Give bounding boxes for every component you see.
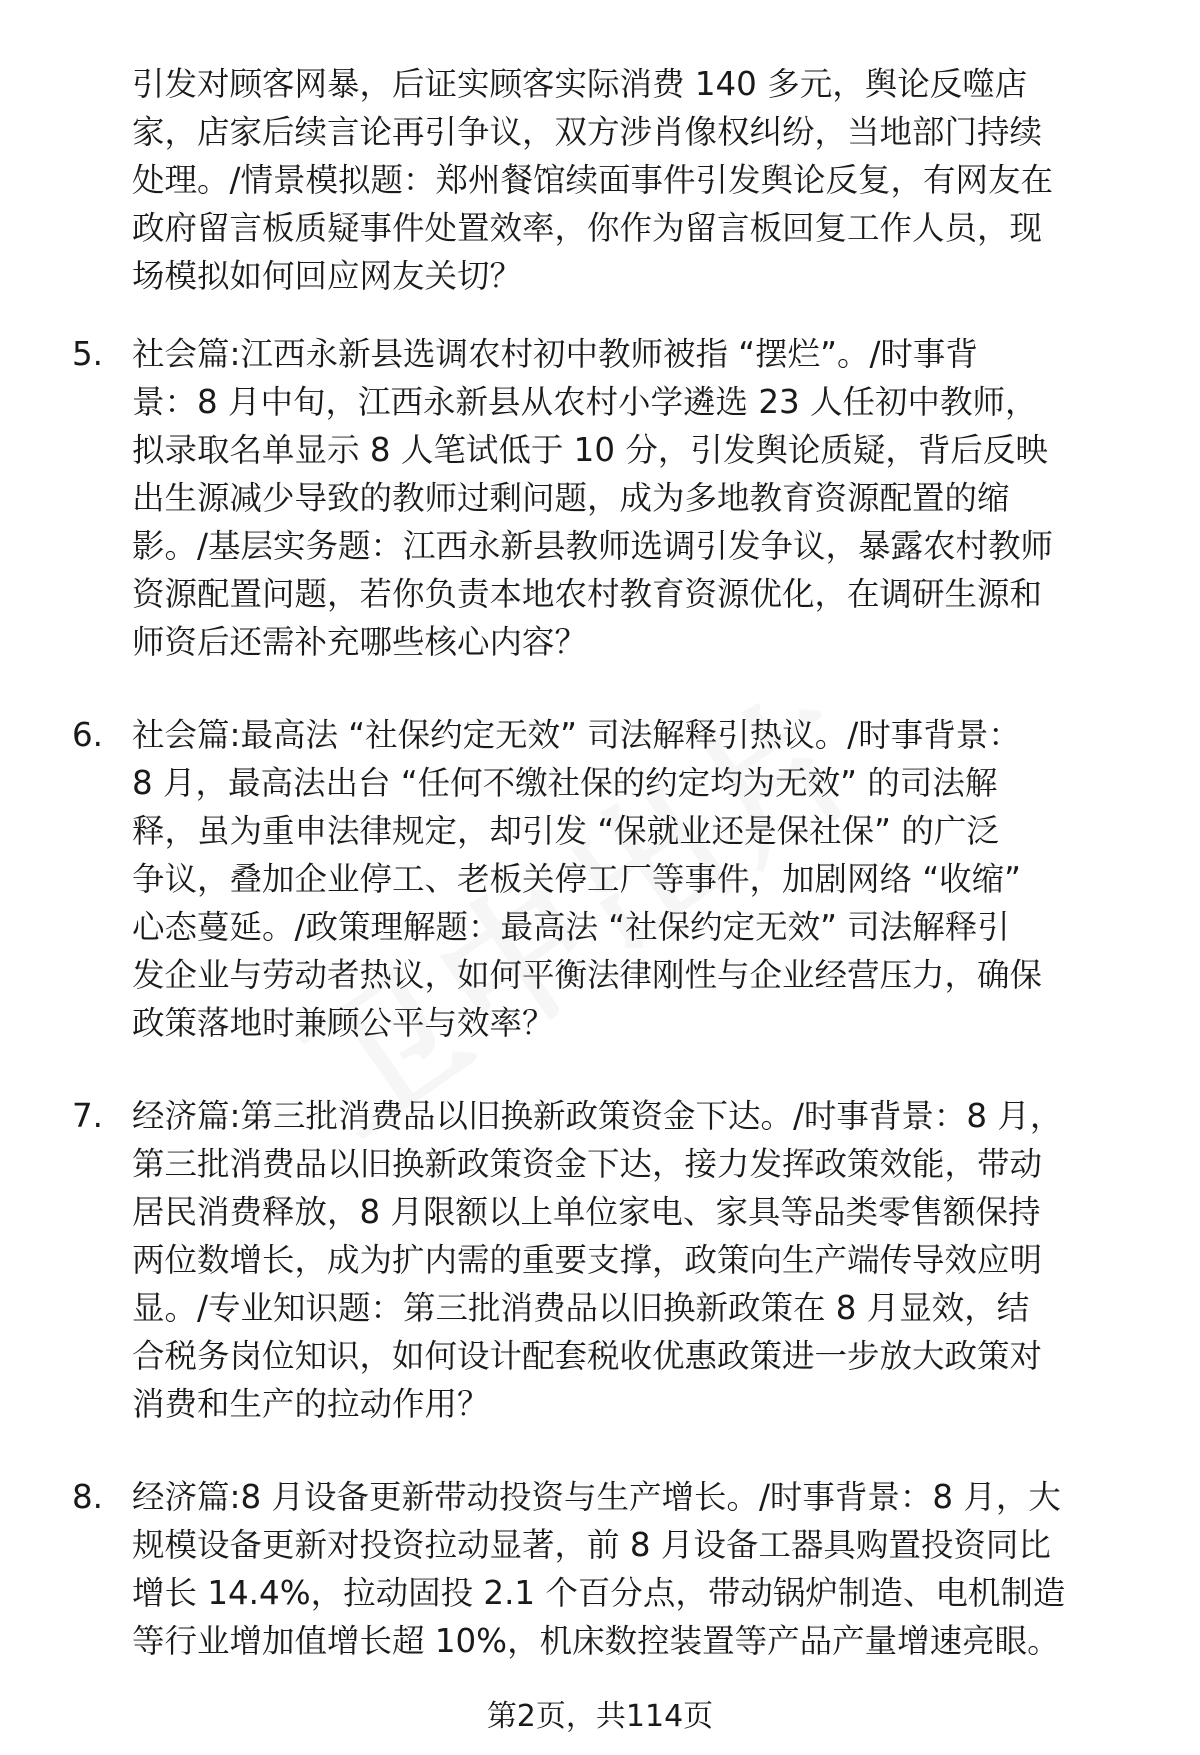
text-line: 资源配置问题，若你负责本地农村教育资源优化，在调研生源和 — [132, 575, 1043, 613]
text-line: 争议，叠加企业停工、老板关停工厂等事件，加剧网络 “收缩” — [132, 860, 1022, 898]
text-line: 影。/基层实务题：江西永新县教师选调引发争议，暴露农村教师 — [132, 527, 1053, 565]
text-line: 显。/专业知识题：第三批消费品以旧换新政策在 8 月显效，结 — [132, 1289, 1030, 1327]
text-line: 经济篇:8 月设备更新带动投资与生产增长。/时事背景：8 月，大 — [132, 1478, 1061, 1516]
text-line: 引发对顾客网暴，后证实顾客实际消费 140 多元，舆论反噬店 — [132, 65, 1028, 103]
item-body — [132, 1473, 1152, 1665]
item-body — [132, 711, 1152, 1047]
text-line: 8 月，最高法出台 “任何不缴社保的约定均为无效” 的司法解 — [132, 764, 998, 802]
continued-paragraph — [132, 60, 1152, 300]
text-line: 处理。/情景模拟题：郑州餐馆续面事件引发舆论反复，有网友在 — [132, 161, 1053, 199]
text-line: 师资后还需补充哪些核心内容？ — [132, 623, 588, 661]
text-line: 拟录取名单显示 8 人笔试低于 10 分，引发舆论质疑，背后反映 — [132, 431, 1048, 469]
text-line: 政府留言板质疑事件处置效率，你作为留言板回复工作人员，现 — [132, 209, 1043, 247]
text-line: 出生源减少导致的教师过剩问题，成为多地教育资源配置的缩 — [132, 479, 1010, 517]
item-body — [132, 1092, 1152, 1428]
text-line: 场模拟如何回应网友关切？ — [132, 257, 523, 295]
item-number: 6. — [72, 716, 104, 754]
text-line: 第三批消费品以旧换新政策资金下达，接力发挥政策效能，带动 — [132, 1145, 1043, 1183]
text-line: 规模设备更新对投资拉动显著，前 8 月设备工器具购置投资同比 — [132, 1526, 1051, 1564]
text-line: 经济篇:第三批消费品以旧换新政策资金下达。/时事背景：8 月， — [132, 1097, 1063, 1135]
text-line: 政策落地时兼顾公平与效率？ — [132, 1004, 555, 1042]
text-line: 心态蔓延。/政策理解题：最高法 “社保约定无效” 司法解释引 — [132, 908, 1010, 946]
text-line: 景：8 月中旬，江西永新县从农村小学遴选 23 人任初中教师， — [132, 383, 1038, 421]
text-line: 释，虽为重申法律规定，却引发 “保就业还是保社保” 的广泛 — [132, 812, 999, 850]
item-body — [132, 330, 1152, 666]
text-line: 两位数增长，成为扩内需的重要支撑，政策向生产端传导效应明 — [132, 1241, 1043, 1279]
text-line: 消费和生产的拉动作用？ — [132, 1385, 490, 1423]
text-line: 社会篇:江西永新县选调农村初中教师被指 “摆烂”。/时事背 — [132, 335, 978, 373]
text-line: 增长 14.4%，拉动固投 2.1 个百分点，带动锅炉制造、电机制造 — [132, 1574, 1066, 1612]
page-footer: 第2页，共114页 — [486, 1699, 714, 1734]
item-number: 7. — [72, 1097, 104, 1135]
text-line: 合税务岗位知识，如何设计配套税收优惠政策进一步放大政策对 — [132, 1337, 1043, 1375]
text-line: 居民消费释放，8 月限额以上单位家电、家具等品类零售额保持 — [132, 1193, 1041, 1231]
item-number: 8. — [72, 1478, 104, 1516]
text-line: 家，店家后续言论再引争议，双方涉肖像权纠纷，当地部门持续 — [132, 113, 1043, 151]
text-line: 发企业与劳动者热议，如何平衡法律刚性与企业经营压力，确保 — [132, 956, 1043, 994]
text-line: 社会篇:最高法 “社保约定无效” 司法解释引热议。/时事背景： — [132, 716, 1021, 754]
item-number: 5. — [72, 335, 104, 373]
text-line: 等行业增加值增长超 10%，机床数控装置等产品产量增速亮眼。 — [132, 1622, 1060, 1660]
